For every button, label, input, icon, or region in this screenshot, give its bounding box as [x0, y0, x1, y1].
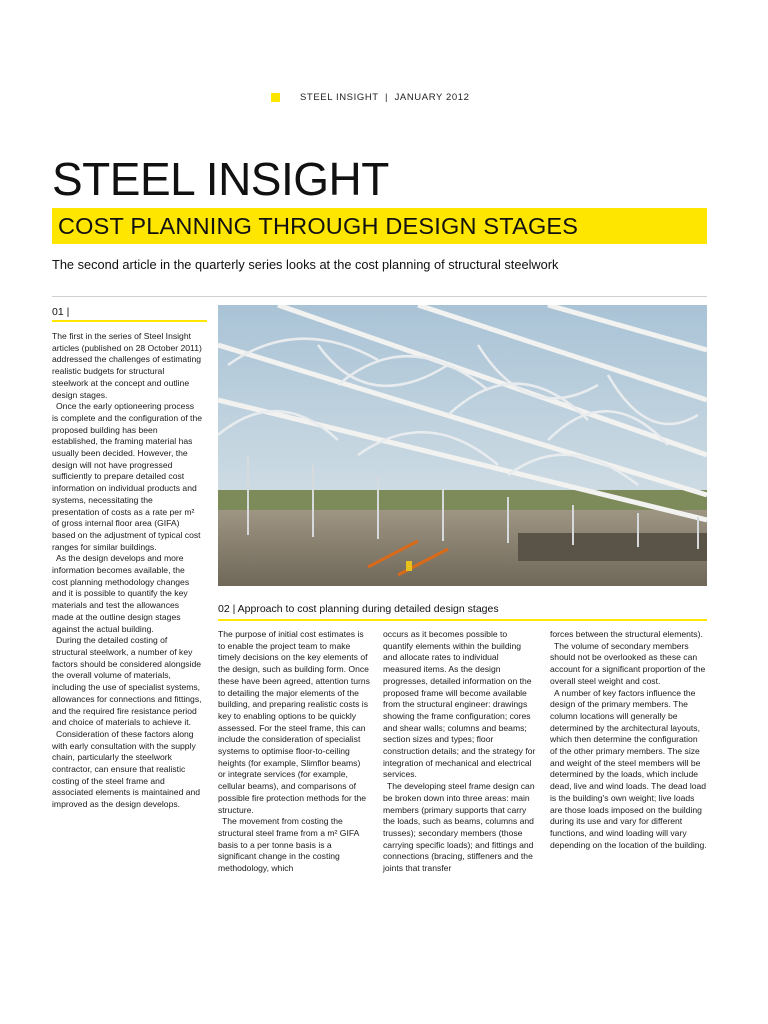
column-left-paragraph: Consideration of these factors along with early consultation with the supply chain, particularly the steelwork contractor, can ensure that realistic costing of the steel frame and associated elements is maintained and improved as the design develops.: [52, 728, 201, 810]
column-left-paragraph: The first in the series of Steel Insight articles (published on 28 October 2011) addressed the challenges of estimating realistic budgets for structural steelwork at the concept and outline design stages.: [52, 331, 202, 400]
yellow-square-marker: [271, 93, 280, 102]
figure-1-rule: [52, 320, 207, 322]
figure-2-rule: [218, 619, 707, 621]
column-4-paragraph: The volume of secondary members should not be overlooked as these can account for a significant proportion of the overall steel weight and cost.: [550, 640, 706, 686]
column-4-paragraph: A number of key factors influence the design of the primary members. The column locations will generally be determined by the architectural layouts, which then determine the configuration of the other primary members. The size and weight of the steel members will be determined by the loads, which include dead, live and wind loads. The dead load is the building's own weight; live loads are those loads imposed on the building during its use and vary for different functions, and wind loading will vary depending on the location of the building.: [550, 687, 707, 850]
column-2-paragraph: The movement from costing the structural steel frame from a m² GIFA basis to a per tonne basis is a significant change in the costing methodology, which: [218, 816, 359, 874]
column-2: [218, 629, 370, 875]
column-left-paragraph: During the detailed costing of structural steelwork, a number of key factors should be considered alongside the overall volume of materials, including the use of specialist systems, allowances for connections and fittings, and the required fire resistance period and choice of materials to achieve it.: [52, 635, 202, 728]
column-2-paragraph: The purpose of initial cost estimates is to enable the project team to make timely decisions on the key elements of the design, such as building form. Once these have been agreed, attention turns to detailing the major elements of the building, and preparing realistic costs is key to enabling options to be quickly assessed. For the steel frame, this can include the consideration of specialist systems to optimise floor-to-ceiling heights (for example, Slimflor beams) or integrate services (for example, cellular beams), and comparisons of possible fire protection methods for the structure.: [218, 629, 370, 815]
figure-1-label: 01 |: [52, 306, 70, 318]
column-3-paragraph: The developing steel frame design can be broken down into three areas: main members (primary supports that carry the loads, such as beams, columns and trusses); secondary members (those carrying specific loads); and fittings and connections (bracing, stiffeners and the joints that transfer: [383, 781, 535, 874]
article-title: STEEL INSIGHT: [52, 153, 389, 205]
divider-rule: [52, 296, 707, 297]
steel-roof-photo: [218, 305, 707, 586]
column-4-paragraph: forces between the structural elements).: [550, 629, 703, 639]
column-left: [52, 331, 202, 811]
column-left-paragraph: As the design develops and more information becomes available, the cost planning methodology changes and it is possible to quantify the key materials and test the allowances made at the outline design stages against the actual building.: [52, 553, 190, 634]
subtitle-bar: [52, 208, 707, 244]
article-subtitle: COST PLANNING THROUGH DESIGN STAGES: [58, 213, 579, 239]
running-head-text: STEEL INSIGHT | JANUARY 2012: [300, 92, 470, 103]
column-left-paragraph: Once the early optioneering process is complete and the configuration of the proposed building has been established, the framing material has usually been decided. However, the design will not have progressed sufficiently to prepare detailed cost information on individual products and systems, necessitating the presentation of costs as a rate per m² of gross internal floor area (GIFA) based on the adjustment of typical cost ranges for similar buildings.: [52, 401, 203, 552]
column-3-paragraph: occurs as it becomes possible to quantify elements within the building and allocate rates to individual measured items. As the design progresses, detailed information on the proposed frame will become available from the structural engineer: drawings showing the frame configuration; cores and shear walls; columns and beams; section sizes and types; floor construction details; and the strategy for integration of mechanical and electrical services.: [383, 629, 536, 780]
column-4: [550, 629, 707, 851]
column-3: [383, 629, 537, 875]
running-head: [271, 92, 470, 103]
figure-2-caption: 02 | Approach to cost planning during detailed design stages: [218, 603, 499, 615]
standfirst: The second article in the quarterly series looks at the cost planning of structural steelwork: [52, 257, 559, 272]
